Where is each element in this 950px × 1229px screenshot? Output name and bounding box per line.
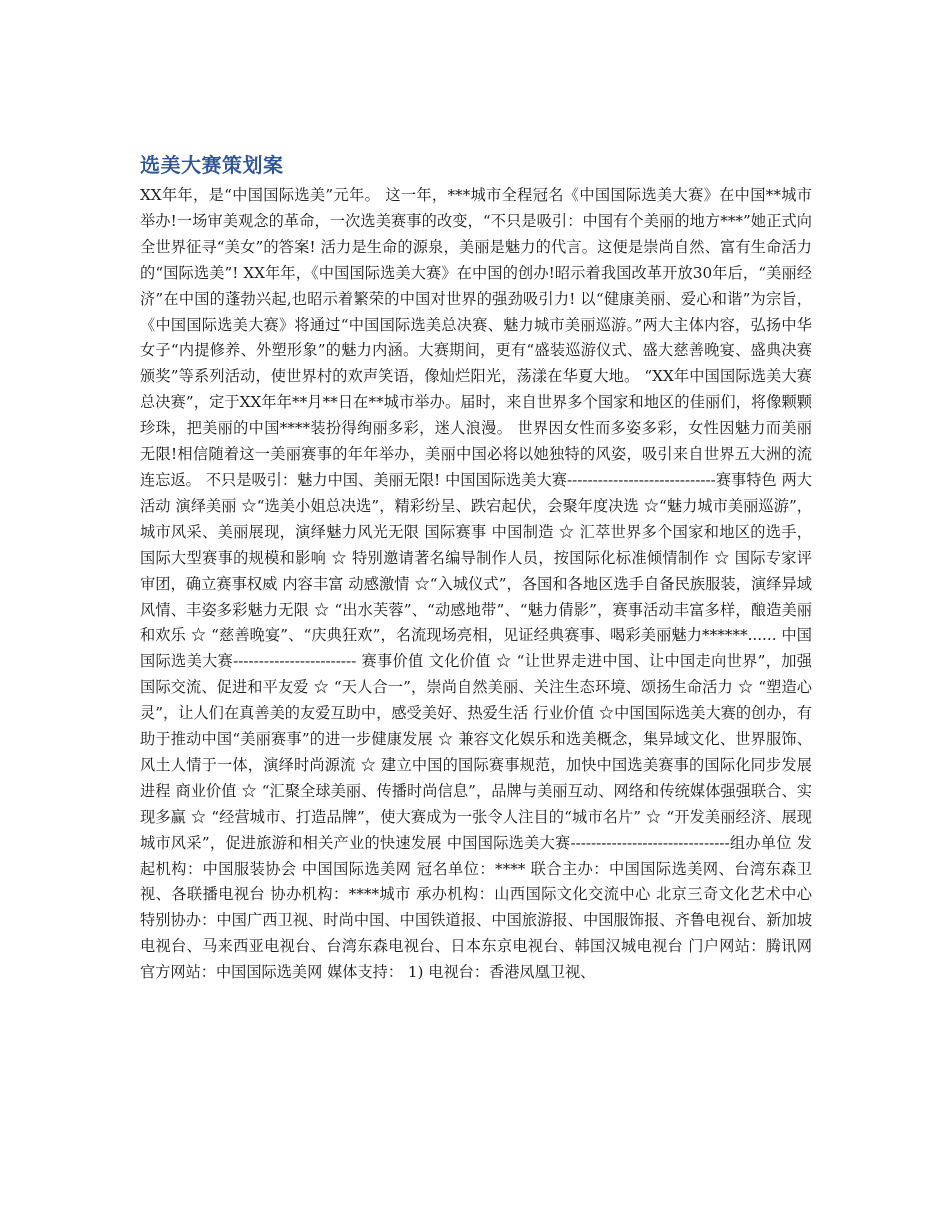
document-title: 选美大赛策划案 [140,153,284,177]
document-body-paragraph: XX年年，是“中国国际选美”元年。 这一年，***城市全程冠名《中国国际选美大赛》在中国**城市举办!一场审美观念的革命，一次选美赛事的改变，“不只是吸引：中国有个美丽的地方***”她正式向全世界征寻“美女”的答案! 活力是生命的源泉，美丽是魅力的代言。这便是崇尚自然、富有生命活力的“国际选美”! XX年年，《中国国际选美大赛》在中国的创办!昭示着我国改革开放30年后，“美丽经济”在中国的蓬勃兴起,也昭示着繁荣的中国对世界的强劲吸引力! 以“健康美丽、爱心和谐”为宗旨，《中国国际选美大赛》将通过“中国国际选美总决赛、魅力城市美丽巡游。”两大主体内容，弘扬中华女子“内提修养、外塑形象”的魅力内涵。大赛期间，更有“盛装巡游仪式、盛大慈善晚宴、盛典决赛颁奖”等系列活动，使世界村的欢声笑语，像灿烂阳光，荡漾在华夏大地。 “XX年中国国际选美大赛总决赛”，定于XX年年**月**日在**城市举办。届时，来自世界多个国家和地区的佳丽们，将像颗颗珍珠，把美丽的中国****装扮得绚丽多彩，迷人浪漫。 世界因女性而多姿多彩，女性因魅力而美丽无限!相信随着这一美丽赛事的年年举办，美丽中国必将以她独特的风姿，吸引来自世界五大洲的流连忘返。 不只是吸引：魅力中国、美丽无限! 中国国际选美大赛-----------------------------赛事特色 两大活动 演绎美丽 ☆“选美小姐总决选”，精彩纷呈、跌宕起伏，会聚年度决选 ☆“魅力城市美丽巡游”，城市风采、美丽展现，演绎魅力风光无限 国际赛事 中国制造 ☆ 汇萃世界多个国家和地区的选手，国际大型赛事的规模和影响 ☆ 特别邀请著名编导制作人员，按国际化标准倾情制作 ☆ 国际专家评审团，确立赛事权威 内容丰富 动感激情 ☆“入城仪式”，各国和各地区选手自备民族服装，演绎异域风情、丰姿多彩魅力无限 ☆ “出水芙蓉”、“动感地带”、“魅力倩影”，赛事活动丰富多样，酿造美丽和欢乐 ☆ “慈善晚宴”、“庆典狂欢”，名流现场亮相，见证经典赛事、喝彩美丽魅力******...... 中国国际选美大赛------------------------ 赛事价值 文化价值 ☆ “让世界走进中国、让中国走向世界”，加强国际交流、促进和平友爱 ☆ “天人合一”，崇尚自然美丽、关注生态环境、颂扬生命活力 ☆ “塑造心灵”，让人们在真善美的友爱互助中，感受美好、热爱生活 行业价值 ☆中国国际选美大赛的创办，有助于推动中国“美丽赛事”的进一步健康发展 ☆ 兼容文化娱乐和选美概念，集异域文化、世界服饰、风土人情于一体，演绎时尚源流 ☆ 建立中国的国际赛事规范，加快中国选美赛事的国际化同步发展进程 商业价值 ☆ “汇聚全球美丽、传播时尚信息”，品牌与美丽互动、网络和传统媒体强强联合、实现多赢 ☆ “经营城市、打造品牌”，使大赛成为一张令人注目的“城市名片” ☆ “开发美丽经济、展现城市风采”，促进旅游和相关产业的快速发展 中国国际选美大赛-------------------------------组办单位 发起机构：中国服装协会 中国国际选美网 冠名单位：**** 联合主办：中国国际选美网、台湾东森卫视、各联播电视台 协办机构：****城市 承办机构：山西国际文化交流中心 北京三奇文化艺术中心 特别协办：中国广西卫视、时尚中国、中国铁道报、中国旅游报、中国服饰报、齐鲁电视台、新加坡电视台、马来西亚电视台、台湾东森电视台、日本东京电视台、韩国汉城电视台 门户网站：腾讯网 官方网站：中国国际选美网 媒体支持： 1) 电视台：香港凤凰卫视、 [140,186,812,982]
